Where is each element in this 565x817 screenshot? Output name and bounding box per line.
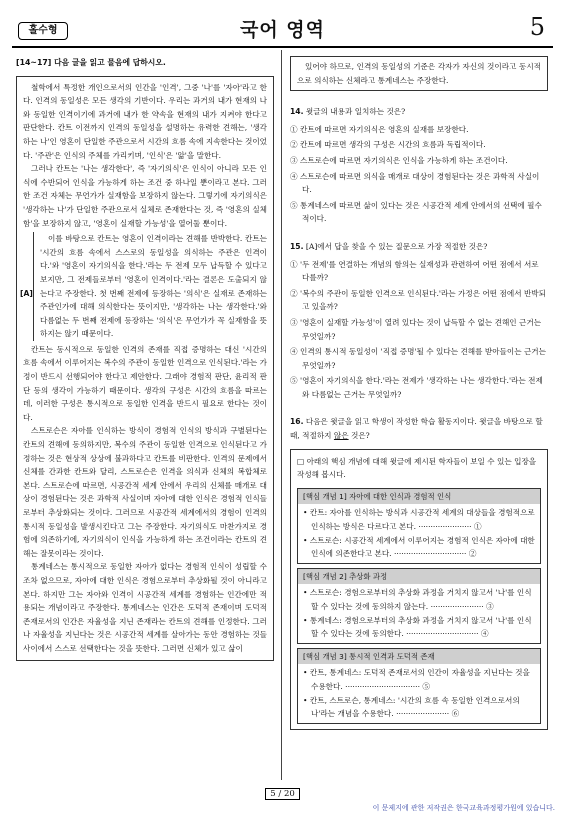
footer-total: 20 <box>283 789 295 799</box>
q14-option-2[interactable]: ② 칸트에 따르면 생각의 구성은 시간의 흐름과 독립적이다. <box>290 140 486 150</box>
question-14-number: 14. <box>290 107 304 117</box>
concept-2-title: [핵심 개념 2] 추상화 과정 <box>298 569 540 585</box>
q14-option-3[interactable]: ③ 스트로슨에 따르면 자기의식은 인식을 가능하게 하는 조건이다. <box>290 155 508 165</box>
exam-type-tag: 홀수형 <box>18 22 68 40</box>
header-rule <box>12 46 553 48</box>
bracket-a-text: 이를 바탕으로 칸트는 영혼이 인격이라는 견해를 반박한다. 칸트는 '시간의 흐름 속에서 스스로의 동일성을 의식하는 주관은 인격이다.'와 '영혼이 자기의식을 한다.'라는 두 전제 모두 납득할 수 있다고 보지만, 그 전제들로부터 '영혼이 인격이다.'라는 결론은 도출되지 않는다고 주장한다. 첫 번째 전제에 등장하는 '의식'은 실재로 존재하는 주관인가에 대해 의식한다는 뜻이지만, '생각하는 나는 생각한다.'와 다름없는 두 번째 전제에 등장하는 '의식'은 무언가가 꼭 실재함을 뜻하지는 않기 때문이다. <box>40 234 267 339</box>
concept-1-body <box>298 504 540 562</box>
concept-2-item-1: • 스트로슨: 경험으로부터의 추상화 과정을 거치지 않고서 '나'를 인식할 수 있다는 것에 동의하지 않는다. ······················ ③ <box>303 588 532 611</box>
question-15-stem <box>290 240 548 254</box>
concept-2 <box>297 568 541 644</box>
concept-1-item-2: • 스트로슨: 시공간적 세계에서 이루어지는 경험적 인식은 자아에 대한 인식에 의존한다고 본다. ······························ ② <box>303 535 535 559</box>
question-16-stem <box>290 415 548 442</box>
passage-paragraph-2: 그러나 칸트는 '나는 생각한다', 즉 '자기의식'은 인식이 아니라 모든 인식에 수반되어 인식을 가능하게 하는 조건 중 하나일 뿐이라고 본다. 그러한 조건 자체는 무언가가 실재함을 보장하지 않는다. 그렇기에 자기의식은 '생각하는 나'가 단일한 주관으로서 실체로 존재한다는 것, 즉 '영혼의 실체함'을 보장하지 않고, '영혼이 실재할 가능성'을 열어둘 뿐이다. <box>23 164 267 228</box>
passage-paragraph-1: 철학에서 특정한 개인으로서의 인간을 '인격', 그중 '나'를 '자아'라고 한다. 인격의 동일성은 모든 생각의 기반이다. 우리는 과거의 내가 현재의 나와 동일한 인격이기에 과거에 내가 한 약속을 현재의 내가 지켜야 한다고 판단한다. 칸트 이전까지 인격의 동일성을 설명하는 유력한 견해는, '생각하는 나'인 영혼이 단일한 주관으로서 시간의 흐름 속에 지속한다는 것이었다. '주관'은 인식의 주체를 가리키며, '인식'은 '앎'을 말한다. <box>23 82 267 160</box>
question-16-number: 16. <box>290 417 304 427</box>
question-14-text: 윗글의 내용과 일치하는 것은? <box>305 107 406 117</box>
column-divider <box>281 50 282 780</box>
footer-page: 5 <box>270 789 276 799</box>
q15-option-5[interactable]: ⑤ '영혼이 자기의식을 한다.'라는 전제가 '생각하는 나는 생각한다.'라는 전제와 다름없는 근거는 무엇일까? <box>290 376 543 399</box>
copyright-notice: 이 문제지에 관한 저작권은 한국교육과정평가원에 있습니다. <box>372 804 555 812</box>
activity-sheet <box>290 449 548 730</box>
page-header <box>0 0 565 52</box>
q15-option-4[interactable]: ④ 인격의 통시적 동일성이 '직접 증명'될 수 있다는 견해를 받아들이는 근거는 무엇일까? <box>290 347 546 370</box>
page-title: 국어 영역 <box>239 19 326 41</box>
concept-2-body <box>298 584 540 642</box>
passage-paragraph-3: 칸트는 동시적으로 동일한 인격의 존재를 직접 증명하는 대신 '시간의 흐름 속에서 이루어지는 복수의 주관이 동일한 인격으로 인식된다.'라는 가정이 반드시 선행되어야 한다고 제안한다. 그래야 경험적 판단, 윤리적 판단 등의 생각이 가능하기 때문이다. 생각의 구성은 시간의 흐름을 따르는데, 이러한 구성은 통시적으로 동일한 인격을 반드시 필요로 한다는 것이다. <box>23 344 267 422</box>
page-number: 5 <box>529 13 545 41</box>
passage-paragraph-4: 스트로슨은 자아를 인식하는 방식이 경험적 인식의 방식과 구별된다는 칸트의 견해에 동의하지만, 복수의 주관이 동일한 인격으로 인식된다고 가정하는 것은 현상적 상상에 불과하다고 칸트를 비판한다. 인격의 문제에서 신체를 간과한 칸트와 달리, 스트로슨은 인격을 의식과 신체의 복합체로 본다. 스트로슨에 따르면, 시공간적 세계 안에서 우리의 신체를 매개로 대상이 경험된다는 것은 과학적 사실이며 자아에 대한 인식은 경험적 인식들로부터 추상화되는 것이다. 그러므로 시공간적 세계에서의 경험이 인격의 통시적 동일성을 발생시킨다고 그는 주장한다. 자기의식도 마찬가지로 경험에 의존하기에, 자기의식이 인식을 가능하게 하는 조건이라는 칸트의 견해는 잘못이라는 것이다. <box>23 426 267 558</box>
q14-option-5[interactable]: ⑤ 통계네스에 따르면 삶이 있다는 것은 시공간적 세계 안에서의 선택에 필수적이다. <box>290 200 542 224</box>
question-14-stem <box>290 105 548 119</box>
passage-paragraph-5: 통계네스는 통시적으로 동일한 자아가 없다는 경험적 인식이 성립할 수조차 없으므로, 자아에 대한 인식은 경험으로부터 추상화될 것이 아니라고 본다. 하지만 그는 자아와 인격이 시공간적 세계를 경험하는 인간에만 적용되는 개념이라고 주장한다. 통계네스는 인간은 도덕적 존재이며 도덕적 존재로서의 인간은 자율성을 지닌 존재라는 칸트의 견해를 인정한다. 그러나 자율성을 지닌다는 것은 시공간적 세계를 살아가는 동안 경험하는 것들 사이에서 스스로 선택한다는 것을 뜻한다. 그러면 신체가 있고 삶이 <box>23 562 267 653</box>
concept-1-item-1: • 칸트: 자아를 인식하는 방식과 시공간적 세계의 대상들을 경험적으로 인식하는 방식은 다르다고 본다. ······················ ① <box>303 508 535 532</box>
question-16-text-pre: 다음은 윗글을 읽고 학생이 작성한 학습 활동지이다. 윗글을 바탕으로 할 때, 적절하지 <box>290 417 543 441</box>
q15-option-3[interactable]: ③ '영혼이 실재할 가능성'이 열려 있다는 것이 납득할 수 없는 견해인 근거는 무엇일까? <box>290 317 542 341</box>
right-column <box>290 56 548 730</box>
left-column <box>16 56 274 661</box>
concept-3-title: [핵심 개념 3] 통시적 인격과 도덕적 존재 <box>298 649 540 665</box>
activity-note: □ 아래의 핵심 개념에 대해 윗글에 제시된 학자들이 보일 수 있는 입장을 작성해 봅시다. <box>297 456 537 480</box>
passage-box <box>16 76 274 661</box>
page-footer <box>0 788 565 800</box>
bracket-a <box>20 232 267 341</box>
question-16 <box>290 415 548 729</box>
concept-3-item-2: • 칸트, 스트로슨, 통계네스: '시간의 흐름 속 동일한 인격으로서의 나'라는 개념을 수용한다. ······················ ⑥ <box>303 695 520 719</box>
concept-3 <box>297 648 541 724</box>
question-14 <box>290 105 548 226</box>
question-15-number: 15. <box>290 241 304 251</box>
concept-1-title: [핵심 개념 1] 자아에 대한 인식과 경험적 인식 <box>298 489 540 505</box>
q15-option-1[interactable]: ① '두 전제'를 연결하는 개념의 함의는 실재성과 관련하여 어떤 점에서 서로 다를까? <box>290 259 539 283</box>
passage-tail-text: 있어야 하므로, 인격의 동일성의 기준은 각자가 자신의 것이라고 동시적으로 의식하는 신체라고 통계네스는 주장한다. <box>297 62 541 85</box>
concept-3-body <box>298 664 540 722</box>
q14-option-1[interactable]: ① 칸트에 따르면 자기의식은 영혼의 실재를 보장한다. <box>290 124 469 134</box>
bracket-a-label: [A] <box>20 288 33 298</box>
concept-1 <box>297 488 541 564</box>
concept-3-item-1: • 칸트, 통계네스: 도덕적 존재로서의 인간이 자율성을 지닌다는 것을 수용한다. ······························· ⑤ <box>303 668 530 691</box>
passage-continuation <box>290 56 548 91</box>
question-16-text-post: 것은? <box>348 431 370 441</box>
concept-2-item-2: • 통계네스: 경험으로부터의 추상화 과정을 거치지 않고서 '나'를 인식할 수 있다는 것에 동의한다. ······························ ④ <box>303 615 532 639</box>
q14-option-4[interactable]: ④ 스트로슨에 따르면 의식을 매개로 대상이 경험된다는 것은 과학적 사실이다. <box>290 171 540 195</box>
page-fraction: 5 / 20 <box>265 788 300 800</box>
question-16-underline: 않은 <box>333 431 349 441</box>
q15-option-2[interactable]: ② '복수의 주관이 동일한 인격으로 인식된다.'라는 가정은 어떤 점에서 반박되고 있을까? <box>290 288 546 312</box>
instruction: [14~17] 다음 글을 읽고 물음에 답하시오. <box>16 58 166 67</box>
question-15-text: [A]에서 답을 찾을 수 있는 질문으로 가장 적절한 것은? <box>305 241 488 251</box>
question-15 <box>290 240 548 402</box>
